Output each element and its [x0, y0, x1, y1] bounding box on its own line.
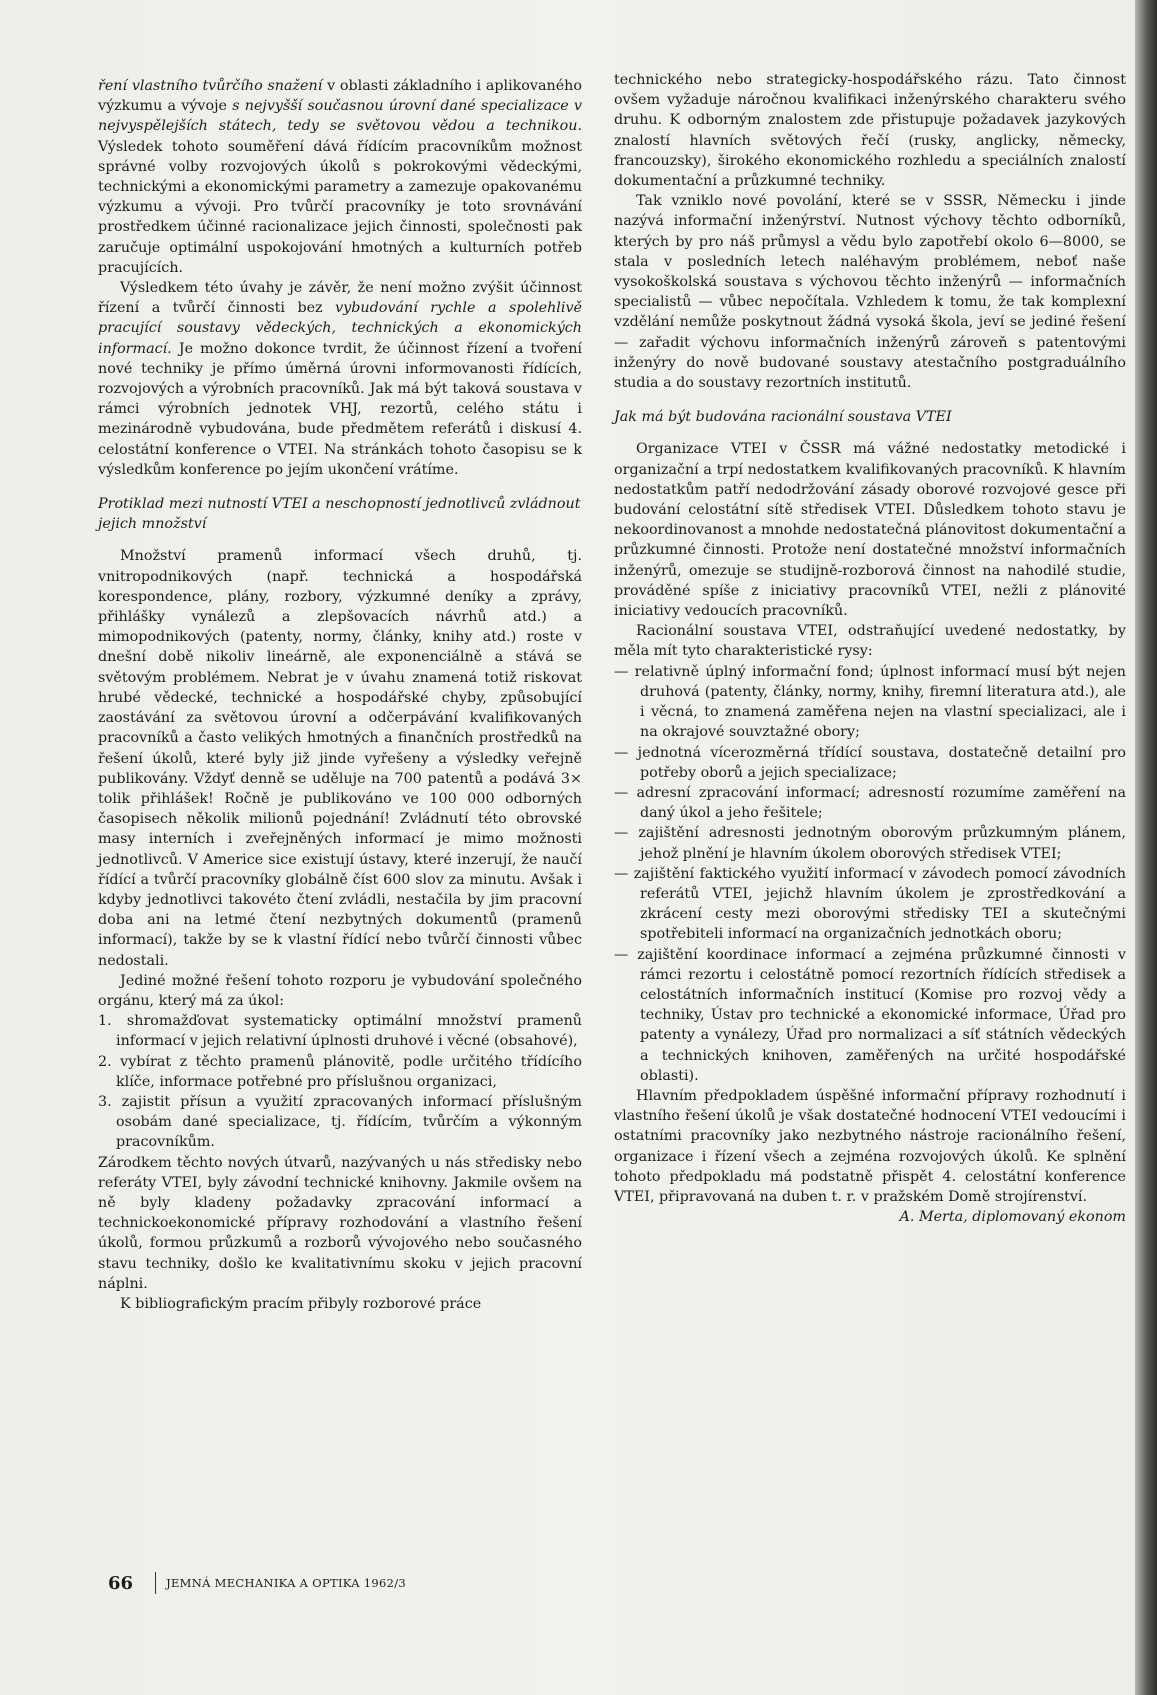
list-item: 3. zajistit přísun a využití zpracovaných informací příslušným osobám dané specializace, tj. řídícím, tvůrčím a výkonným pracovníkům. — [98, 1093, 582, 1151]
book-spine-shadow — [1135, 0, 1157, 1695]
section-heading: Protiklad mezi nutností VTEI a neschopností jednotlivců zvládnout jejich množství — [98, 496, 581, 533]
right-column — [614, 70, 1126, 1227]
paragraph: Tak vzniklo nové povolání, které se v SSSR, Německu i jinde nazývá informační inženýrství. Nutnost výchovy těchto odborníků, kterých by pro náš průmysl a vědu bylo zapotřebí okolo 6—8000, se stala v posledních letech naléhavým problémem, neboť naše vysokoškolská soustava s výchovou těchto inženýrů — informačních specialistů — vůbec nepočítala. Vzhledem k tomu, že tak komplexní vzdělání nemůže poskytnout žádná vysoká škola, jeví se jediné řešení — zařadit výchovu informačních inženýrů zároveň s patentovými inženýry do nově budované soustavy atestačního postgraduálního studia a do soustavy rezortních institutů. — [614, 193, 1126, 392]
paragraph: Množství pramenů informací všech druhů, tj. vnitropodnikových (např. technická a hospodářská korespondence, plány, rozbory, výzkumné deníky a zprávy, přihlášky vynálezů a zlepšovacích návrhů atd.) a mimopodnikových (patenty, normy, články, knihy atd.) roste v dnešní době nikoliv lineárně, ale exponenciálně a stává se světovým problémem. Nebrat je v úvahu znamená totiž riskovat hrubé vědecké, technické a hospodářské chyby, způsobující zaostávání za světovou úrovní a odčerpávání kvalifikovaných pracovníků a často velikých hmotných a finančních prostředků na řešení úkolů, které byly již jinde vyřešeny a výsledky veřejně publikovány. Vždyť denně se uděluje na 700 patentů a podává 3× tolik přihlášek! Ročně je publikováno ve 100 000 odborných časopisech několik milionů pojednání! Zvládnutí této obrovské masy interních i zveřejněných informací je mimo možnosti jednotlivců. V Americe sice existují ústavy, které inzerují, že naučí řídící a tvůrčí pracovníky globálně číst 600 slov za minutu. Avšak i kdyby jednotlivci takovéto čtení zvládli, nestačila by jim pracovní doba ani na letmé čtení nezbytných dokumentů (pramenů informací), takže by se k vlastní řídící nebo tvůrčí činnosti vůbec nedostali. — [98, 548, 582, 969]
journal-title: JEMNÁ MECHANIKA A OPTIKA 1962/3 — [166, 1576, 407, 1590]
list-item: — zajištění faktického využití informací v závodech pomocí závodních referátů VTEI, jejichž hlavním úkolem je zprostředkování a zkrácení cesty mezi oborovými středisky TEI a skutečnými spotřebiteli informací na organizačních jednotkách oboru; — [614, 865, 1126, 943]
list-item: — relativně úplný informační fond; úplnost informací musí být nejen druhová (patenty, články, normy, knihy, firemní literatura atd.), ale i věcná, to znamená zaměřena nejen na vlastní specializaci, ale i na okrajové souvztažné obory; — [614, 663, 1126, 741]
paragraph: Racionální soustava VTEI, odstraňující uvedené nedostatky, by měla mít tyto charakteristické rysy: — [614, 623, 1126, 660]
list-item: 2. vybírat z těchto pramenů plánovitě, podle určitého třídícího klíče, informace potřebné pro příslušnou organizaci, — [98, 1053, 582, 1090]
paragraph: Zárodkem těchto nových útvarů, nazývaných u nás středisky nebo referáty VTEI, byly závodní technické knihovny. Jakmile ovšem na ně byly kladeny požadavky zpracování informací a technickoekonomické přípravy rozhodování a vlastního řešení úkolů, formou průzkumů a rozborů vývojového nebo současného stavu techniky, došlo ke kvalitativnímu skoku v jejich pracovní náplni. — [98, 1154, 582, 1292]
left-column — [98, 76, 582, 1314]
section-heading: Jak má být budována racionální soustava VTEI — [614, 409, 952, 426]
paragraph: technického nebo strategicky-hospodářského rázu. Tato činnost ovšem vyžaduje náročnou kvalifikaci inženýrského charakteru svého druhu. K odborným znalostem zde přistupuje požadavek jazykových znalostí hlavních světových řečí (rusky, anglicky, německy, francouzsky), širokého ekonomického rozhledu a speciálních znalostí dokumentační a průzkumné techniky. — [614, 72, 1126, 190]
list-item: — zajištění adresnosti jednotným oborovým průzkumným plánem, jehož plnění je hlavním úkolem oborových středisek VTEI; — [614, 825, 1126, 862]
list-item: 1. shromažďovat systematicky optimální množství pramenů informací v jejich relativní úplnosti druhové i věcné (obsahové), — [98, 1013, 582, 1050]
author-signature: A. Merta, diplomovaný ekonom — [899, 1209, 1126, 1226]
list-item: — zajištění koordinace informací a zejména průzkumné činnosti v rámci rezortu i celostátně pomocí rezortních řídících středisek a celostátních informačních institucí (Komise pro rozvoj vědy a techniky, Ústav pro technické a ekonomické informace, Úřad pro patenty a vynálezy, Úřad pro normalizaci a síť státních vědeckých a technických knihoven, zaměřených na určité hospodářské oblasti). — [614, 946, 1126, 1084]
paragraph: Výsledkem této úvahy je závěr, že není možno zvýšit účinnost řízení a tvůrčí činnosti bez vybudování rychle a spolehlivě pracující soustavy vědeckých, technických a ekonomických informací. Je možno dokonce tvrdit, že účinnost řízení a tvoření nové techniky je přímo úměrná úrovni informovanosti řídících, rozvojových a výrobních pracovníků. Jak má být taková soustava v rámci výrobních jednotek VHJ, rezortů, celého státu i mezinárodně vybudována, bude předmětem referátů i diskusí 4. celostátní konference o VTEI. Na stránkách tohoto časopisu se k výsledkům konference po jejím ukončení vrátíme. — [98, 280, 582, 478]
list-item: — jednotná vícerozměrná třídící soustava, dostatečně detailní pro potřeby oborů a jejich specializace; — [614, 744, 1126, 781]
paragraph: K bibliografickým pracím přibyly rozborové práce — [120, 1295, 482, 1312]
paragraph: Jediné možné řešení tohoto rozporu je vybudování společného orgánu, který má za úkol: — [98, 972, 582, 1009]
page-footer — [108, 1572, 406, 1594]
paragraph: Organizace VTEI v ČSSR má vážné nedostatky metodické i organizační a trpí nedostatkem kvalifikovaných pracovníků. K hlavním nedostatkům patří nedodržování zásady oborové rozvojové gesce při budování celostátní sítě středisek VTEI. Důsledkem tohoto stavu je nekoordinovanost a mnohde nedostatečná plánovitost dokumentační a průzkumné činnosti. Protože není dostatečné množství informačních inženýrů, omezuje se studijně-rozborová činnost na nahodilé studie, prováděné spíše z iniciativy pracovníků VTEI, nežli z plánovité iniciativy vedoucích pracovníků. — [614, 441, 1126, 620]
footer-divider — [155, 1572, 156, 1594]
list-item: — adresní zpracování informací; adresností rozumíme zaměření na daný úkol a jeho řešitele; — [614, 784, 1126, 822]
paragraph: ření vlastního tvůrčího snažení v oblasti základního i aplikovaného výzkumu a vývoje s nejvyšší současnou úrovní dané specializace v nejvyspělejších státech, tedy se světovou vědou a technikou. Výsledek tohoto souměření dává řídícím pracovníkům možnost správné volby rozvojových úkolů s pokrokovými vědeckými, technickými a ekonomickými parametry a zamezuje opakovanému výzkumu a vývoji. Pro tvůrčí pracovníky je toto srovnávání prostředkem účinné racionalizace jejich činnosti, společnosti pak zaručuje optimální uspokojování hmotných a kulturních potřeb pracujících. — [98, 78, 582, 276]
page-number: 66 — [108, 1572, 134, 1594]
paragraph: Hlavním předpokladem úspěšné informační přípravy rozhodnutí i vlastního řešení úkolů je však dostatečné hodnocení VTEI vedoucími i ostatními pracovníky jako nezbytného nástroje racionálního řešení, organizace i řízení všech a zejména rozvojových úkolů. Ke splnění tohoto předpokladu má podstatně přispět 4. celostátní konference VTEI, připravovaná na duben t. r. v pražském Domě strojírenství. — [614, 1087, 1126, 1205]
